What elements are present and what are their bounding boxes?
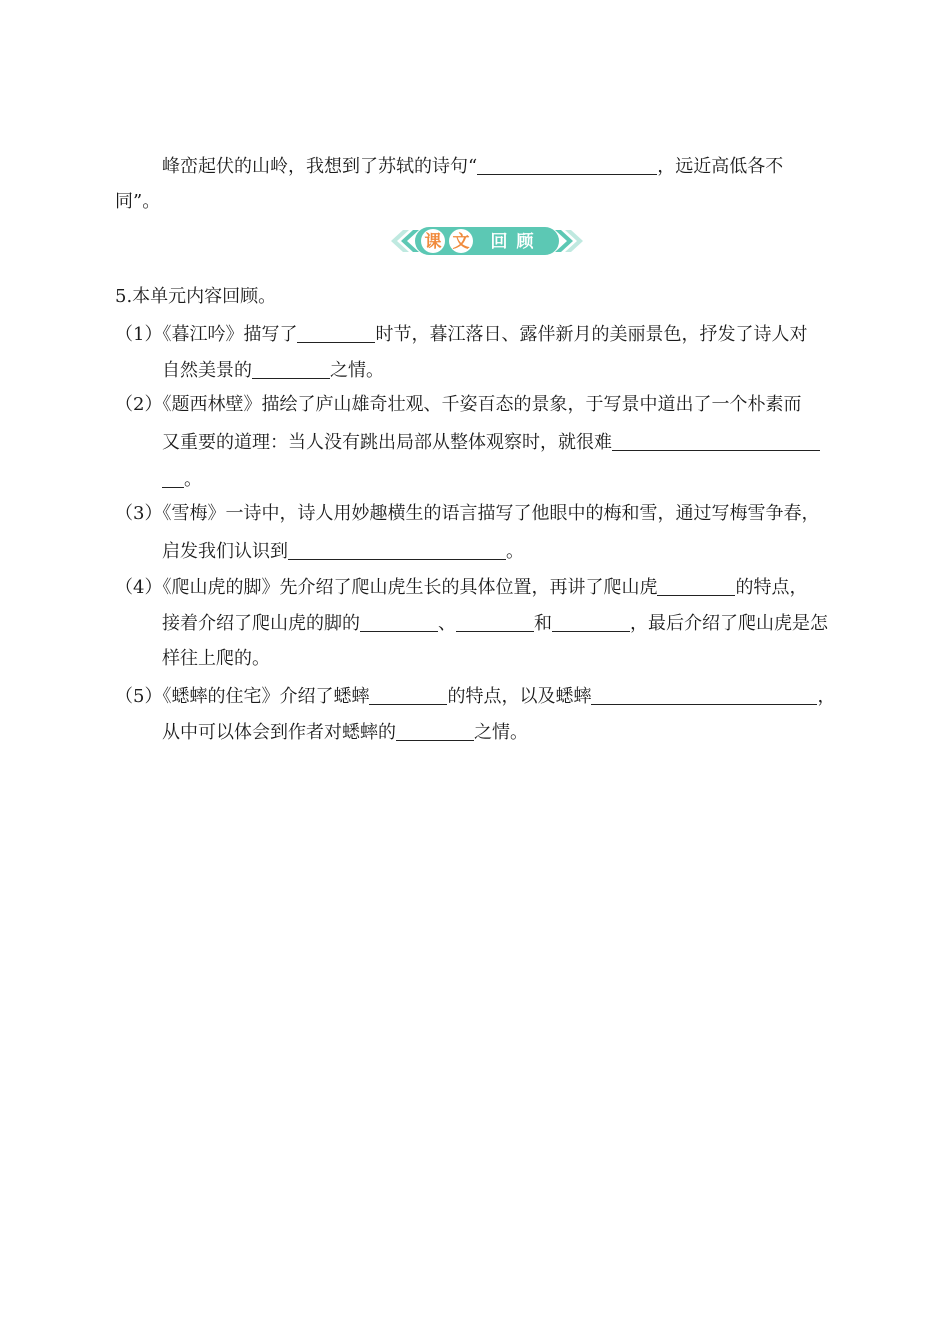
banner-char-4: 顾 [516,232,534,252]
item-text: 、 [438,613,456,634]
item-5-line-1 [115,686,835,706]
banner-char-1: 课 [424,232,442,252]
item-text: 和 [534,613,552,634]
item-text: 从中可以体会到作者对蟋蟀的 [162,722,396,743]
answer-blank[interactable] [552,613,630,632]
item-number: （4） [115,577,163,598]
item-text: 《题西林壁》描绘了庐山雄奇壮观、千姿百态的景象，于写景中道出了一个朴素而 [162,394,802,415]
section-banner [389,224,585,258]
item-text: 《爬山虎的脚》先介绍了爬山虎生长的具体位置，再讲了爬山虎 [162,577,658,598]
item-number: （3） [115,503,163,524]
answer-blank[interactable] [252,360,330,379]
item-text: 《蟋蟀的住宅》介绍了蟋蟀 [162,686,370,707]
item-1-line-2 [162,360,384,380]
item-text: 自然美景的 [162,360,252,381]
banner-char-3: 回 [490,232,508,252]
item-3-line-2 [162,541,524,561]
item-text: 之情。 [474,722,528,743]
item-2-line-3 [162,469,202,489]
item-1-line-1 [115,324,807,344]
item-text: 之情。 [330,360,384,381]
intro-text-b: ，远近高低各不 [657,156,784,177]
item-text: 的特点，以及蟋蟀 [447,686,592,707]
banner-char-2: 文 [452,232,470,252]
item-4-line-1 [115,577,807,597]
intro-line-1 [162,156,783,176]
intro-line-2: 同”。 [115,191,161,212]
intro-text-a: 峰峦起伏的山岭，我想到了苏轼的诗句“ [162,156,478,177]
item-text: 《暮江吟》描写了 [162,324,298,345]
item-text: ， [817,686,836,707]
item-text: 又重要的道理：当人没有跳出局部从整体观察时，就很难 [162,432,612,453]
item-text: 的特点， [735,577,808,598]
item-text: 。 [506,541,524,562]
question-title: 5.本单元内容回顾。 [115,286,277,307]
item-number: （2） [115,394,163,415]
item-2-line-2 [162,432,820,452]
item-text: 启发我们认识到 [162,541,288,562]
answer-blank[interactable] [612,432,820,451]
item-text: 。 [184,469,202,490]
item-text: 《雪梅》一诗中，诗人用妙趣横生的语言描写了他眼中的梅和雪，通过写梅雪争春， [162,503,820,524]
item-2-line-1 [115,396,801,414]
answer-blank[interactable] [657,577,735,596]
answer-blank-continued[interactable] [162,469,184,488]
item-4-line-2 [162,613,828,633]
item-text: 接着介绍了爬山虎的脚的 [162,613,360,634]
answer-blank[interactable] [297,324,375,343]
item-text: ，最后介绍了爬山虎是怎 [630,613,828,634]
item-text: 时节，暮江落日、露伴新月的美丽景色，抒发了诗人对 [375,324,808,345]
banner-graphic [389,224,585,258]
item-3-line-1 [115,505,819,523]
item-number: （1） [115,324,163,345]
answer-blank[interactable] [369,686,447,705]
answer-blank[interactable] [477,156,657,175]
answer-blank[interactable] [396,722,474,741]
answer-blank[interactable] [360,613,438,632]
answer-blank[interactable] [288,541,506,560]
item-number: （5） [115,686,163,707]
answer-blank[interactable] [456,613,534,632]
item-4-line-3: 样往上爬的。 [162,648,270,669]
item-5-line-2 [162,722,528,742]
answer-blank[interactable] [591,686,817,705]
